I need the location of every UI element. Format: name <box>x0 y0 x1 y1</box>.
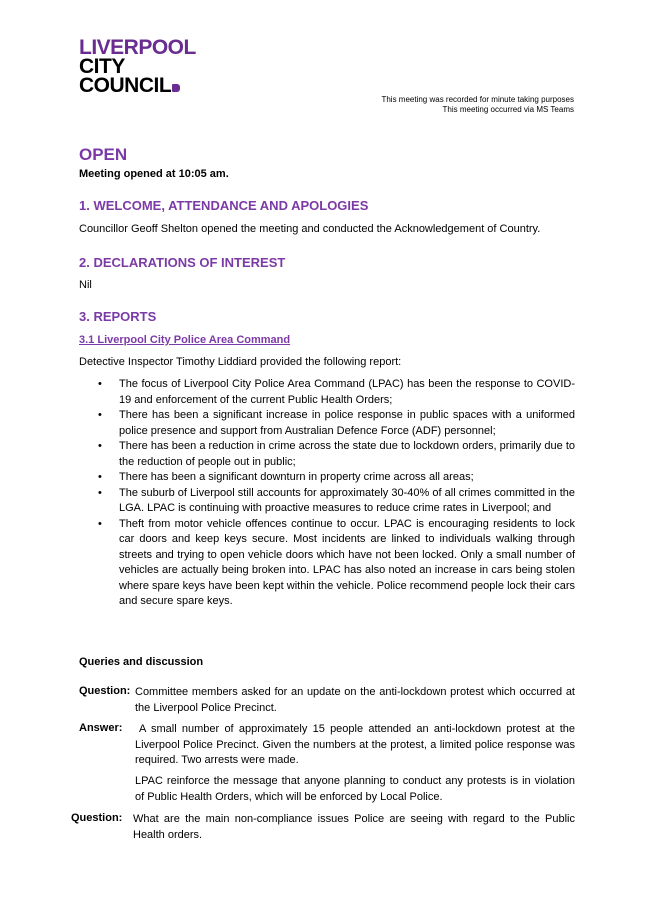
question-2-label: Question: <box>71 812 123 824</box>
list-item: • There has been a reduction in crime across the state due to lockdown orders, primarily due to the reduction of people out in public; <box>79 439 575 470</box>
header-note <box>381 95 574 115</box>
logo-dot-icon <box>172 84 180 92</box>
queries-heading: Queries and discussion <box>79 656 204 668</box>
list-item: • Theft from motor vehicle offences continue to occur. LPAC is encouraging residents to lock car doors and keep keys secure. Most incidents are linked to individuals walking through streets and trying to open vehicle doors which have not been locked. Only a small number of vehicles are actually being broken into. LPAC has also noted an increase in cars being stolen where spare keys have been kept within the vehicle. Police recommend people lock their cars and secure spare keys. <box>79 517 575 610</box>
answer-1-label: Answer: <box>79 722 123 734</box>
question-1-text: Committee members asked for an update on the anti-lockdown protest which occurred at the Liverpool Police Precinct. <box>135 686 575 714</box>
question-1-label: Question: <box>79 685 131 697</box>
answer-1-text-2: LPAC reinforce the message that anyone planning to conduct any protests is in violation of Public Health Orders, which will be enforced by Local Police. <box>135 775 575 803</box>
section-1-text: Councillor Geoff Shelton opened the meeting and conducted the Acknowledgement of Country. <box>79 223 541 235</box>
list-item: • There has been a significant increase in police response in public spaces with a uniformed police presence and support from Australian Defence Force (ADF) personnel; <box>79 408 575 439</box>
report-bullet-list <box>79 377 575 610</box>
report-intro: Detective Inspector Timothy Liddiard provided the following report: <box>79 356 402 368</box>
question-2-text: What are the main non-compliance issues Police are seeing with regard to the Public Health orders. <box>133 813 575 841</box>
council-logo <box>79 38 196 95</box>
logo-line-2: CITY <box>79 55 125 78</box>
meeting-opened-text: Meeting opened at 10:05 am. <box>79 168 229 180</box>
list-item: • The focus of Liverpool City Police Area Command (LPAC) has been the response to COVID-19 and enforcement of the current Public Health Orders; <box>79 377 575 408</box>
section-1-heading: 1. WELCOME, ATTENDANCE AND APOLOGIES <box>79 198 369 213</box>
open-heading: OPEN <box>79 145 128 164</box>
header-note-line-2: This meeting occurred via MS Teams <box>442 105 574 114</box>
header-note-line-1: This meeting was recorded for minute taking purposes <box>381 95 574 104</box>
answer-1-text: A small number of approximately 15 people attended an anti-lockdown protest at the Liverpool Police Precinct. Given the numbers at the protest, a limited police response was required. Two arrests were made. <box>135 723 575 766</box>
section-2-text: Nil <box>79 279 92 291</box>
list-item: • There has been a significant downturn in property crime across all areas; <box>79 470 575 486</box>
subsection-3-1-link[interactable]: 3.1 Liverpool City Police Area Command <box>79 334 291 346</box>
section-2-heading: 2. DECLARATIONS OF INTEREST <box>79 255 286 270</box>
logo-line-1: LIVERPOOL <box>79 36 196 59</box>
logo-line-3: COUNCIL <box>79 76 196 95</box>
list-item: • The suburb of Liverpool still accounts for approximately 30-40% of all crimes committed in the LGA. LPAC is continuing with proactive measures to reduce crime rates in Liverpool; and <box>79 486 575 517</box>
section-3-heading: 3. REPORTS <box>79 309 157 324</box>
